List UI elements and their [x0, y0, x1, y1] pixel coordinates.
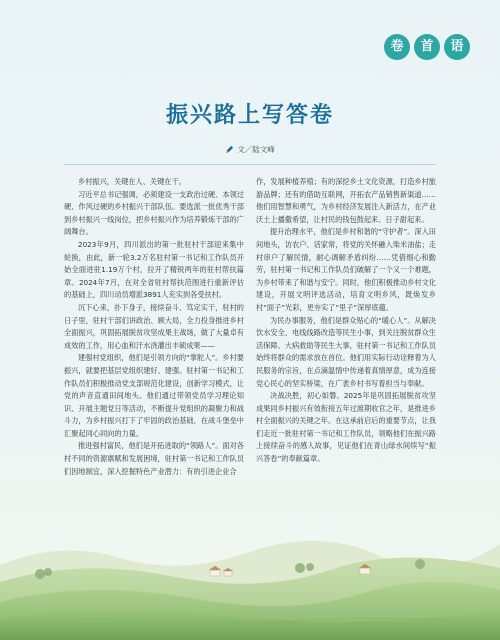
paragraph: 2023年9月，四川派出的第一批驻村干部迎来集中轮换，由此，新一轮3.2万名驻村第一书记和工作队员开始全面进驻1.19万个村，拉开了精锐两年的驻村帮扶篇章。2024年7月，在对全省驻村帮扶范围进行重新评估的基础上，四川动员增派3891人充实到各受扶村。 — [64, 239, 244, 300]
paragraph: 作，发展种植养殖；有的深挖乡土文化资源，打造乡村旅游品牌；还有的借助互联网，开拓农产品销售新渠道……他们用智慧和勇气，为乡村经济发展注入新活力，在产业沃土上播撒希望，让村民的钱包鼓起来、日子甜起来。 — [256, 177, 436, 224]
paragraph: 沉下心来，扑下身子，接续奋斗、笃定实干，驻村的日子里，驻村干部们讲政治、顾大局，全力投身推进乡村全面振兴，巩固拓展脱贫攻坚成果主战场，做了大量卓有成效的工作，用心血和汗水浇灌出丰硕成果—— — [64, 302, 244, 350]
paragraph: 推进强村富民，他们是开拓进取的“领路人”。面对各村不同的资源禀赋和发展困境，驻村第一书记和工作队员们因地制宜，深入挖掘特色产业潜力：有的引进企业合 — [64, 441, 244, 476]
paragraph: 乡村振兴，关键在人、关键在干。 — [78, 177, 186, 186]
pen-icon — [225, 145, 234, 154]
paragraph: 建强村党组织，他们是引领方向的“掌舵人”。乡村要振兴，就要把基层党组织建好、建强。驻村第一书记和工作队员们积极推动党支部规范化建设，创新学习模式，让党的声音直通田间地头。他们通过带领党员学习理论知识、开展主题党日等活动，不断提升党组织的凝聚力和战斗力，为乡村振兴打下了牢固的政治基础，在战斗堡垒中汇聚起同心同向的力量。 — [64, 353, 244, 438]
badge-char-1: 卷 — [384, 34, 410, 60]
badge-char-2: 首 — [414, 34, 440, 60]
article-body — [64, 176, 436, 556]
paragraph: 为民办事服务，他们是群众贴心的“暖心人”。从解决饮水安全、电线线路改造等民生小事，到关注脱贫群众生活保障、大病救助等民生大事，驻村第一书记和工作队员始终将群众的需求放在首位。他们用实际行动诠释着为人民服务的宗旨，在点滴温情中传递着真情厚意，成为连接党心民心的坚实桥梁，在广袤乡村书写着担当与奉献。 — [256, 315, 436, 388]
column-badge — [382, 34, 472, 60]
landscape-illustration — [0, 510, 500, 640]
paragraph: 习近平总书记强调，必须建设一支政治过硬、本领过硬、作风过硬的乡村振兴干部队伍。要选派一批优秀干部到乡村振兴一线岗位，把乡村振兴作为培养锻炼干部的广阔舞台。 — [64, 189, 244, 237]
left-column — [64, 176, 244, 556]
article-title: 振兴路上写答卷 — [165, 102, 334, 128]
paragraph: 提升治理水平，他们是乡村和谐的“守护者”。深入田间地头，访农户、话家常，将党的关怀融入柴米油盐；走村串户了解民情，耐心调解矛盾纠纷……凭借细心和勤劳，驻村第一书记和工作队员们破解了一个又一个难题，为乡村带来了和谐与安宁。同时，他们积极推动乡村文化建设，开展文明评选活动，培育文明乡风，既焕发乡村“面子”光彩，更夯实了“里子”深厚底蕴。 — [256, 227, 436, 312]
paragraph: 决战决胜，初心如磐。2025年是巩固拓展脱贫攻坚成果同乡村振兴有效衔接五年过渡期收官之年，是推进乡村全面振兴的关键之年。在这承前启后的重要节点，让我们走近一批驻村第一书记和工作队员，领略他们在振兴路上接续奋斗的感人故事，见证他们在青山绿水间续写“振兴答卷”的奉献篇章。 — [256, 391, 436, 464]
byline — [0, 144, 500, 155]
badge-char-3: 语 — [444, 34, 470, 60]
byline-text: 文／陆文峰 — [237, 145, 275, 154]
right-column — [256, 176, 436, 556]
title-divider — [64, 164, 436, 165]
